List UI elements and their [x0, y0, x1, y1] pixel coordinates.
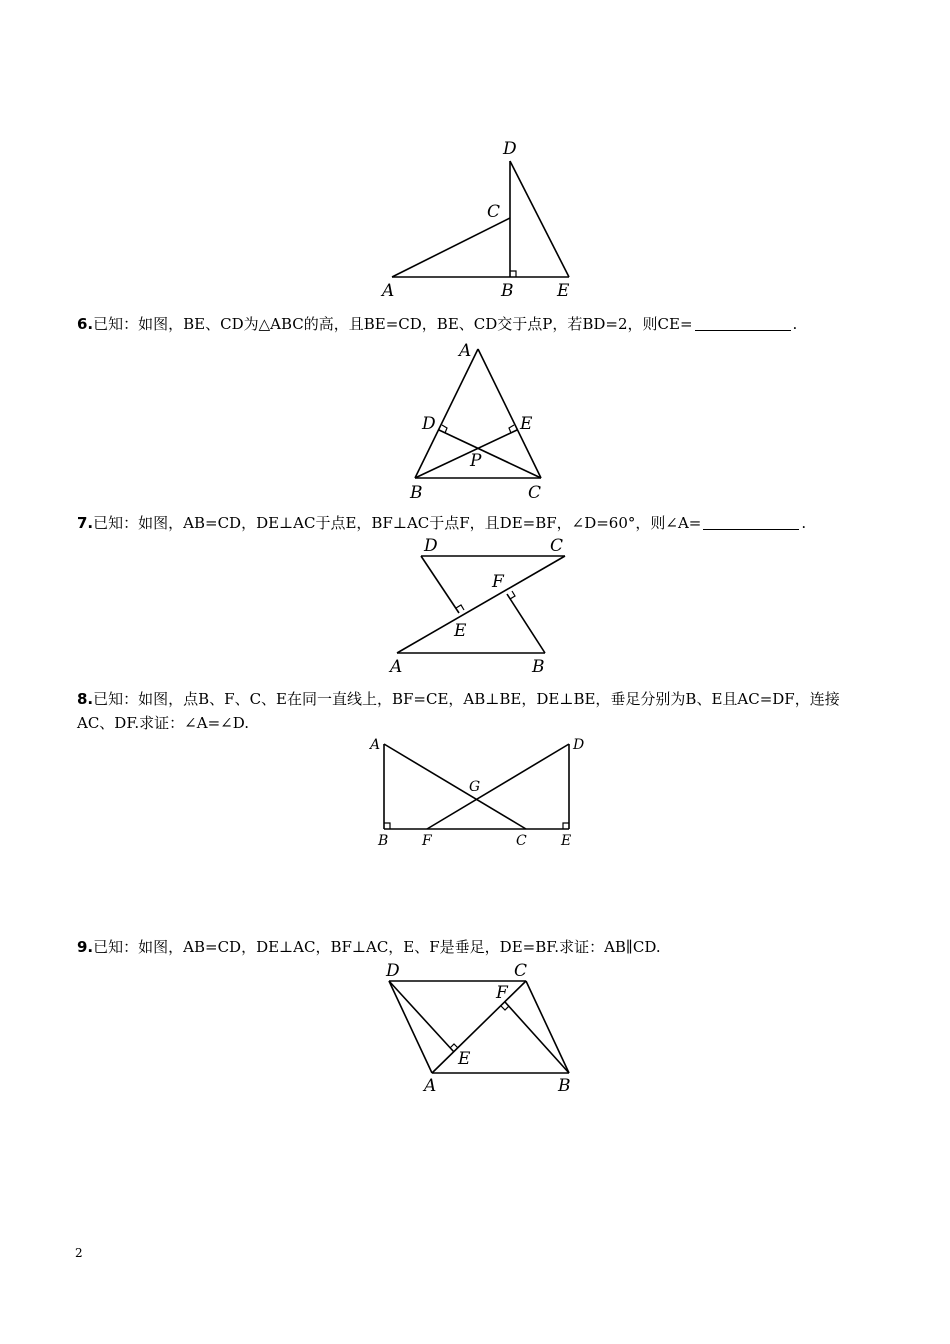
- problem-text: 已知：如图，BE、CD为△ABC的高，且BE=CD，BE、CD交于点P，若BD=2，则CE=: [93, 315, 693, 333]
- problem-number: 7.: [77, 514, 94, 532]
- segment-ac: [432, 981, 526, 1073]
- right-angle-mark-f: [510, 591, 515, 599]
- label-a: A: [390, 657, 403, 677]
- label-e: E: [557, 281, 570, 301]
- label-a: A: [459, 341, 472, 361]
- problem-text-line1: 已知：如图，点B、F、C、E在同一直线上，BF=CE，AB⊥BE，DE⊥BE，垂足分别为B、E且AC=DF，连接: [93, 690, 840, 708]
- label-e: E: [561, 833, 572, 849]
- problem-text: 已知：如图，AB=CD，DE⊥AC，BF⊥AC，E、F是垂足，DE=BF.求证：AB∥CD.: [93, 938, 661, 956]
- label-b: B: [501, 281, 514, 301]
- label-f: F: [496, 983, 508, 1003]
- page-number: 2: [75, 1246, 83, 1260]
- label-c: C: [487, 202, 501, 222]
- figure-7: [385, 530, 575, 680]
- label-a: A: [370, 737, 381, 753]
- answer-blank[interactable]: [703, 514, 799, 530]
- label-b: B: [378, 833, 389, 849]
- problem-number: 6.: [77, 315, 94, 333]
- segment-de: [510, 161, 569, 277]
- segment-bf: [507, 594, 545, 653]
- label-e: E: [454, 621, 467, 641]
- problem-text: 已知：如图，AB=CD，DE⊥AC于点E，BF⊥AC于点F，且DE=BF，∠D=60°，则∠A=: [93, 514, 702, 532]
- label-b: B: [558, 1076, 571, 1096]
- label-f: F: [422, 833, 432, 849]
- label-c: C: [528, 483, 542, 503]
- right-angle-mark-e: [450, 1044, 458, 1048]
- answer-blank[interactable]: [695, 315, 791, 331]
- problem-number: 9.: [77, 938, 94, 956]
- segment-be: [415, 430, 517, 478]
- segment-de: [421, 556, 459, 613]
- label-d: D: [386, 961, 400, 981]
- segment-de: [389, 981, 454, 1052]
- problem-6: 6.已知：如图，BE、CD为△ABC的高，且BE=CD，BE、CD交于点P，若BD=2，则CE= .: [77, 315, 798, 333]
- right-angle-mark-e: [563, 823, 569, 829]
- label-b: B: [410, 483, 423, 503]
- right-angle-mark: [510, 271, 516, 277]
- label-c: C: [550, 536, 564, 556]
- problem-8-line2: [77, 711, 249, 735]
- right-angle-mark-f: [501, 1006, 509, 1010]
- problem-number: 8.: [77, 690, 94, 708]
- label-f: F: [492, 572, 504, 592]
- segment-ac: [384, 744, 526, 829]
- problem-7: 7.已知：如图，AB=CD，DE⊥AC于点E，BF⊥AC于点F，且DE=BF，∠D=60°，则∠A= .: [77, 514, 807, 532]
- label-e: E: [520, 414, 533, 434]
- label-d: D: [422, 414, 436, 434]
- segment-ac: [392, 218, 510, 277]
- figure-top: [370, 130, 590, 305]
- figure-9: [378, 958, 583, 1098]
- segment-bc: [526, 981, 569, 1073]
- label-a: A: [424, 1076, 437, 1096]
- label-d: D: [424, 536, 438, 556]
- figure-6: [400, 338, 560, 508]
- label-g: G: [469, 779, 481, 795]
- label-a: A: [382, 281, 395, 301]
- label-e: E: [458, 1049, 471, 1069]
- problem-text-line2: AC、DF.求证：∠A=∠D.: [77, 714, 249, 732]
- label-d: D: [573, 737, 585, 753]
- segment-ac: [397, 556, 565, 653]
- label-d: D: [503, 139, 517, 159]
- segment-bf: [505, 1002, 569, 1073]
- label-b: B: [532, 657, 545, 677]
- label-p: P: [470, 451, 482, 471]
- segment-ad: [389, 981, 432, 1073]
- label-c: C: [514, 961, 528, 981]
- problem-9: [77, 935, 661, 959]
- problem-8: [77, 687, 840, 711]
- label-c: C: [516, 833, 527, 849]
- right-angle-mark-b: [384, 823, 390, 829]
- segment-cd: [439, 430, 541, 478]
- segment-df: [427, 744, 569, 829]
- figure-8: [365, 733, 595, 853]
